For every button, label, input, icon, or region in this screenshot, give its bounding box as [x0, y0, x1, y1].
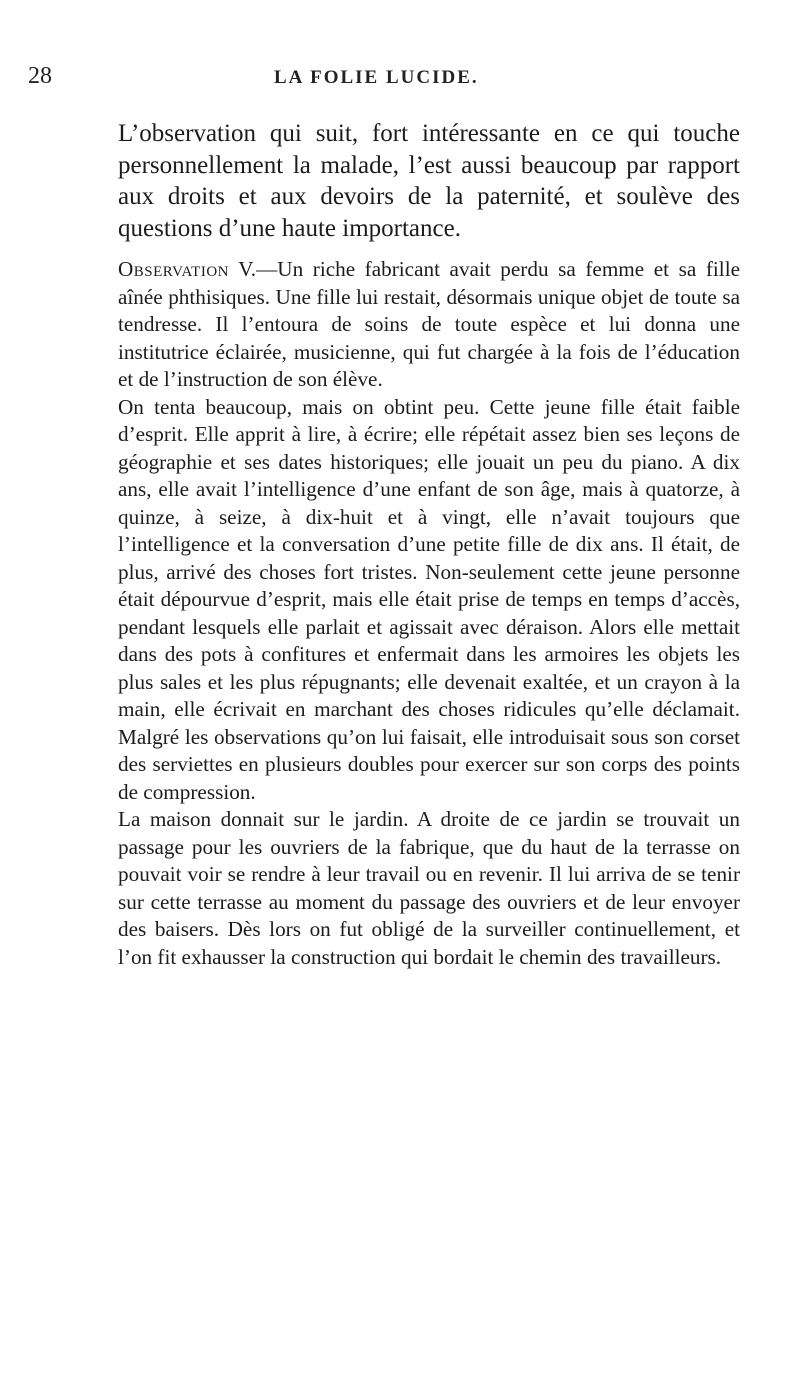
observation-section	[118, 256, 740, 971]
observation-paragraph-2: On tenta beaucoup, mais on obtint peu. Cette jeune fille était faible d’esprit. Elle apprit à lire, à écrire; elle répétait assez bien ses leçons de géographie et ses dates historiques; elle jouait un peu du piano. A dix ans, elle avait l’intelligence d’une enfant de son âge, mais à quatorze, à quinze, à seize, à dix-huit et à vingt, elle n’avait toujours que l’intelligence et la conversation d’une petite fille de dix ans. Il était, de plus, arrivé des choses fort tristes. Non-seulement cette jeune personne était dépourvue d’esprit, mais elle était prise de temps en temps d’accès, pendant lesquels elle parlait et agissait avec déraison. Alors elle mettait dans des pots à confitures et enfermait dans les armoires les objets les plus sales et les plus répugnants; elle devenait exaltée, et un crayon à la main, elle écrivait en marchant des choses ridicules qu’elle déclamait. Malgré les observations qu’on lui faisait, elle introduisait sous son corset des serviettes en plusieurs doubles pour exercer sur son corps des points de compression.	[118, 394, 740, 804]
observation-paragraph-1	[118, 256, 740, 394]
running-head: LA FOLIE LUCIDE.	[274, 67, 479, 88]
page-number: 28	[28, 63, 52, 89]
observation-number: V.	[238, 257, 257, 281]
observation-label: Observation	[118, 257, 230, 281]
page-header	[28, 62, 548, 94]
observation-paragraph-3: La maison donnait sur le jardin. A droite de ce jardin se trouvait un passage pour les ouvriers de la fabrique, que du haut de la terrasse on pouvait voir se rendre à leur travail ou en revenir. Il lui arriva de se tenir sur cette terrasse au moment du passage des ouvriers et de leur envoyer des baisers. Dès lors on fut obligé de la surveiller continuellement, et l’on fit exhausser la construction qui bordait le chemin des travailleurs.	[118, 807, 740, 969]
intro-paragraph: L’observation qui suit, fort intéressante en ce qui touche personnellement la malade, l’est aussi beaucoup par rapport aux droits et aux devoirs de la paternité, et soulève des questions d’une haute importance.	[118, 120, 740, 242]
observation-paragraph-1-text: —Un riche fabricant avait perdu sa femme et sa fille aînée phthisiques. Une fille lui restait, désormais unique objet de toute sa tendresse. Il l’entoura de soins de toute espèce et lui donna une institutrice éclairée, musicienne, qui fut chargée à la fois de l’éducation et de l’instruction de son élève.	[118, 257, 740, 391]
